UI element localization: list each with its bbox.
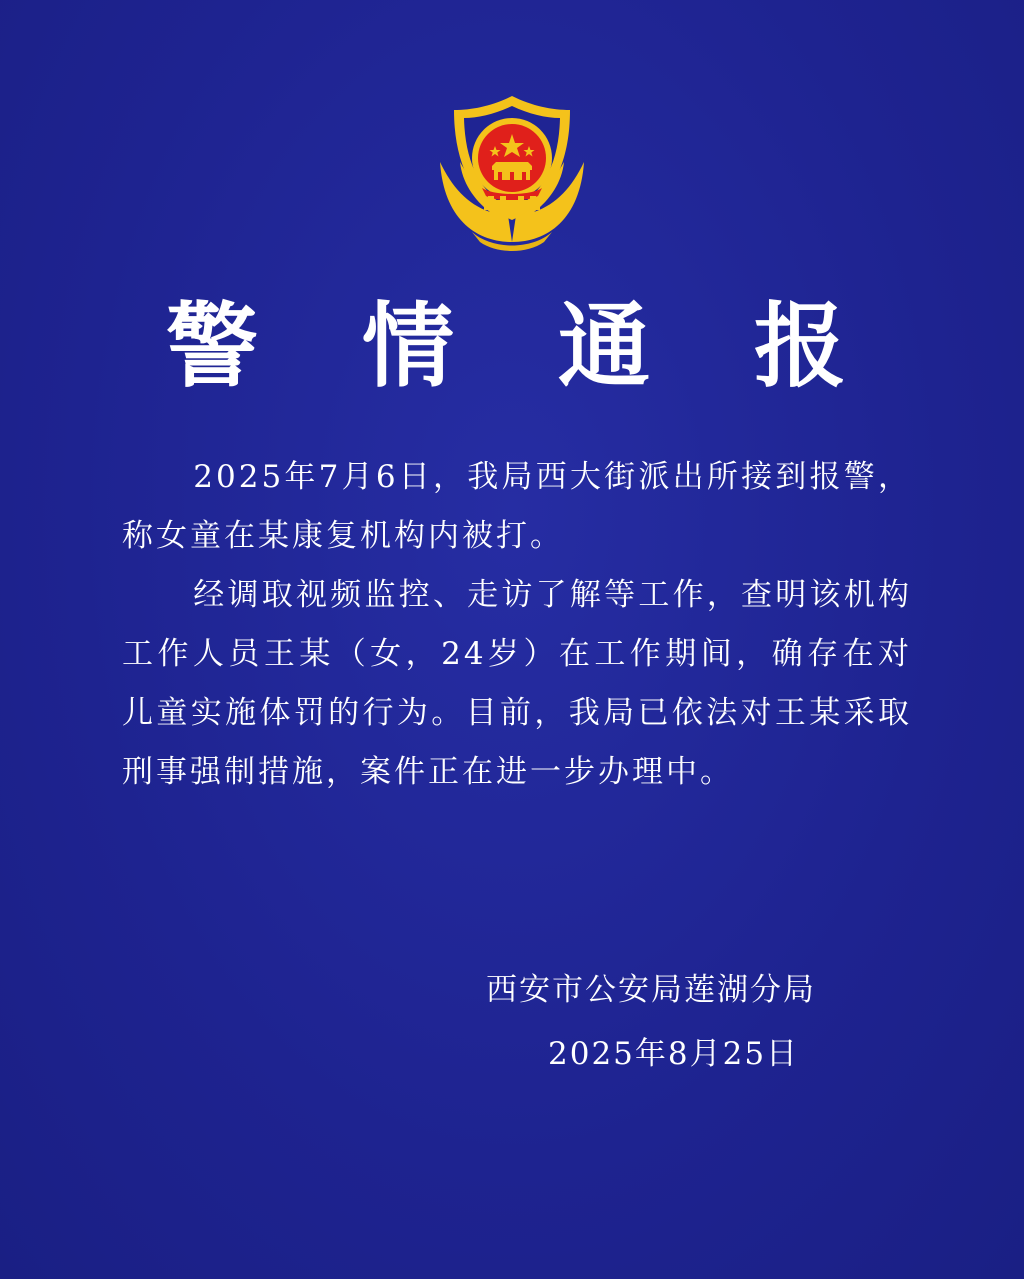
notice-paragraph: 2025年7月6日，我局西大街派出所接到报警，称女童在某康复机构内被打。 [122, 459, 912, 554]
police-emblem-icon [432, 92, 592, 257]
signature-organization: 西安市公安局莲湖分局 [486, 972, 816, 1008]
signature-date: 2025年8月25日 [548, 1036, 800, 1072]
notice-paragraph: 经调取视频监控、走访了解等工作，查明该机构工作人员王某（女，24岁）在工作期间，确存在对儿童实施体罚的行为。目前，我局已依法对王某采取刑事强制措施，案件正在进一步办理中。 [122, 577, 912, 790]
notice-title: 警 情 通 报 [165, 293, 883, 400]
notice-body [122, 448, 912, 802]
